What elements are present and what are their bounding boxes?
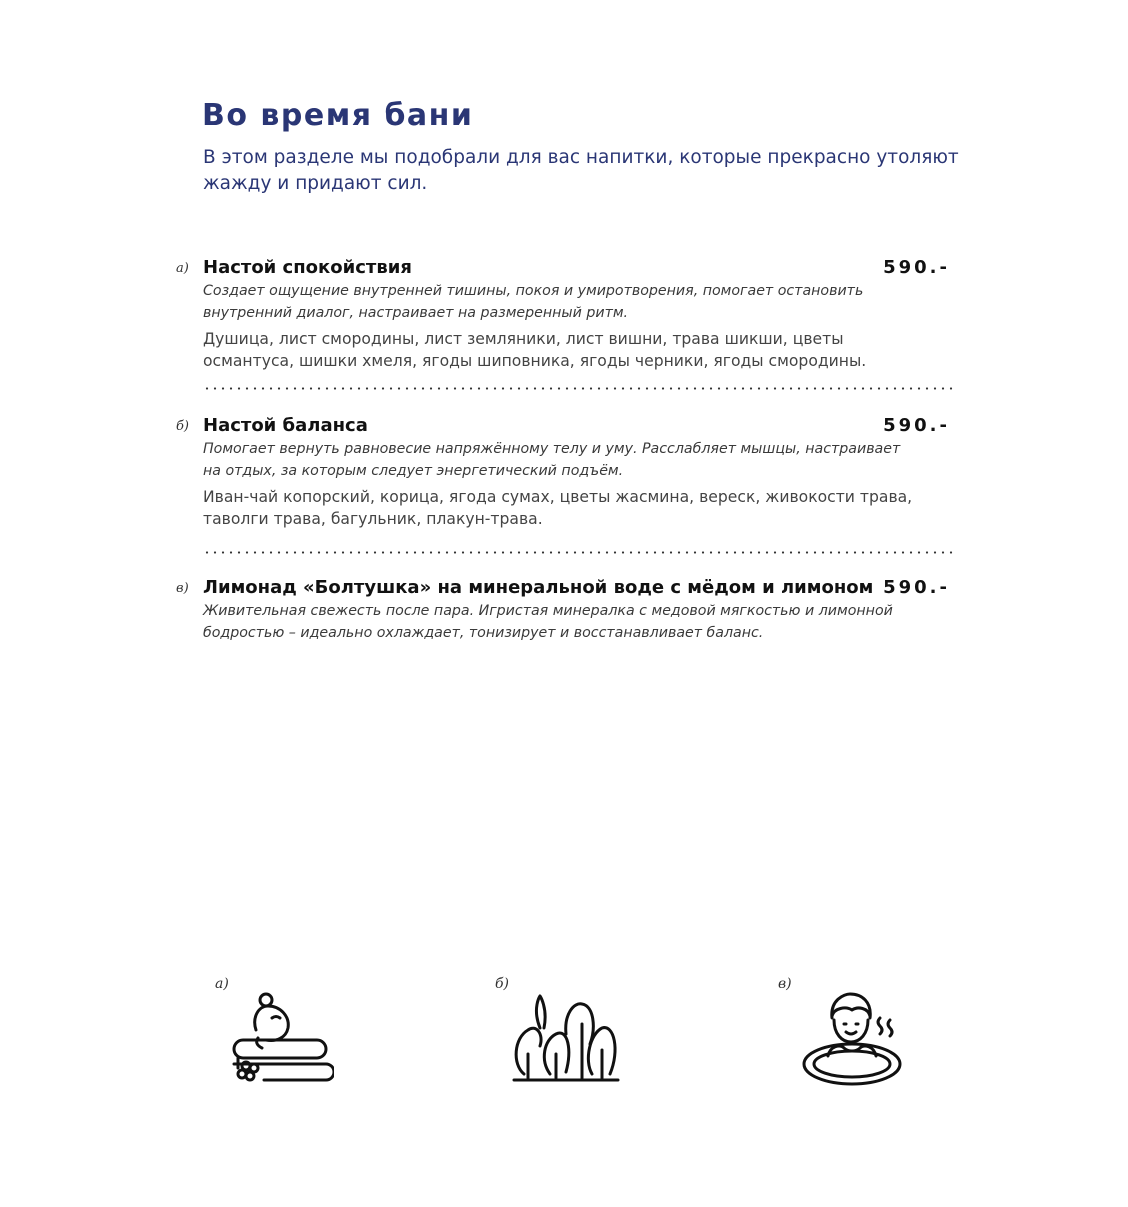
item-letter: б)	[176, 419, 190, 434]
item-price: 590.-	[883, 577, 950, 598]
icon-label-a: а)	[215, 976, 229, 992]
icon-label-c: в)	[778, 976, 792, 992]
hot-bath-person-icon	[800, 990, 904, 1086]
item-name: Лимонад «Болтушка» на минеральной воде с мёдом и лимоном	[203, 577, 874, 598]
menu-item-calm-infusion	[176, 257, 956, 377]
menu-item-lemonade	[176, 577, 956, 657]
item-name: Настой спокойствия	[203, 257, 412, 278]
item-price: 590.-	[883, 257, 950, 278]
dotted-divider	[203, 387, 953, 390]
item-ingredients: Иван-чай копорский, корица, ягода сумах, цветы жасмина, вереск, живокости трава, таволги трава, багульник, плакун-трава.	[203, 488, 913, 528]
item-description: Живительная свежесть после пара. Игристая минералка с медовой мягкостью и лимонной бодростью – идеально охлаждает, тонизирует и восстанавливает баланс.	[203, 603, 893, 641]
item-ingredients: Душица, лист смородины, лист земляники, лист вишни, трава шикши, цветы османтуса, шишки хмеля, ягоды шиповника, ягоды черники, ягоды смородины.	[203, 330, 867, 370]
page-title: Во время бани	[202, 98, 474, 133]
icon-label-b: б)	[495, 976, 510, 992]
section-intro: В этом разделе мы подобрали для вас напитки, которые прекрасно утоляют жажду и придают сил.	[203, 147, 959, 194]
dotted-divider	[203, 551, 953, 554]
item-description: Помогает вернуть равновесие напряжённому телу и уму. Расслабляет мышцы, настраивает на отдых, за которым следует энергетический подъём.	[203, 441, 901, 479]
massage-relax-icon	[228, 990, 334, 1086]
item-letter: в)	[176, 581, 189, 596]
item-description: Создает ощущение внутренней тишины, покоя и умиротворения, помогает остановить внутренний диалог, настраивает на размеренный ритм.	[203, 283, 864, 321]
item-price: 590.-	[883, 415, 950, 436]
item-letter: а)	[176, 261, 189, 276]
menu-item-balance-infusion	[176, 415, 956, 535]
forest-trees-icon	[510, 994, 622, 1084]
item-name: Настой баланса	[203, 415, 368, 436]
